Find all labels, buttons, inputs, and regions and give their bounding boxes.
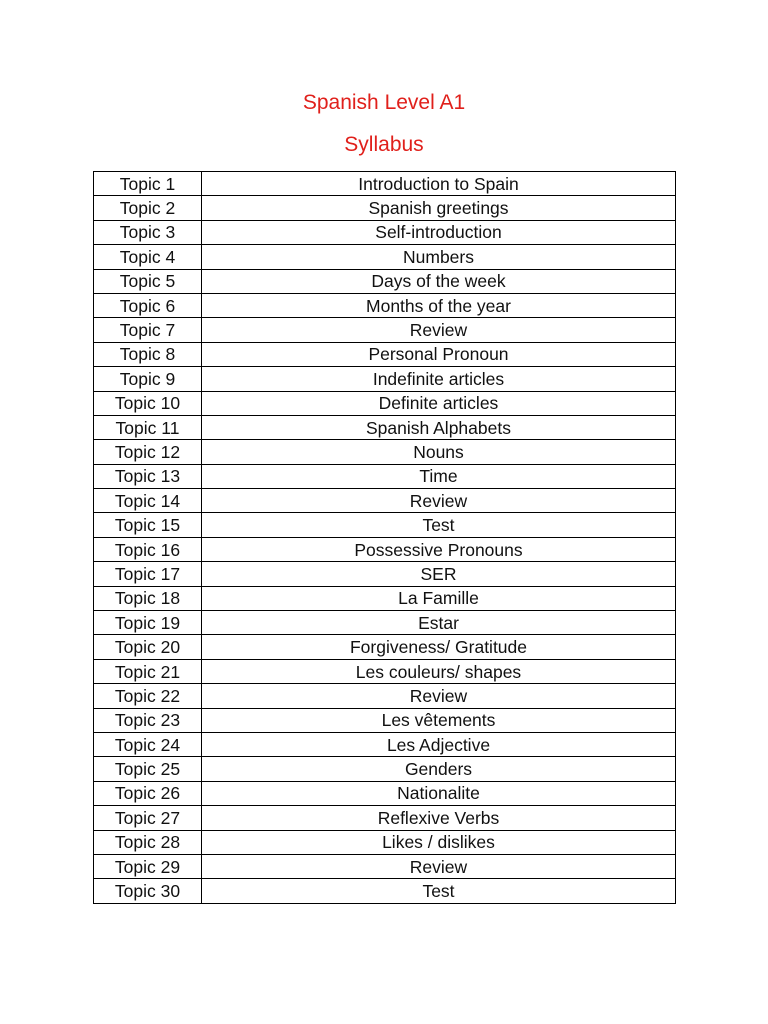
topic-description-cell: Review [202,318,676,342]
topic-number-cell: Topic 30 [94,879,202,903]
table-row [94,391,676,415]
topic-description-cell: Possessive Pronouns [202,537,676,561]
topic-description-cell: Definite articles [202,391,676,415]
topic-number-cell: Topic 24 [94,732,202,756]
topic-number-cell: Topic 6 [94,293,202,317]
topic-number-cell: Topic 15 [94,513,202,537]
topic-number-cell: Topic 2 [94,196,202,220]
table-row [94,367,676,391]
topic-description-cell: Months of the year [202,293,676,317]
table-row [94,464,676,488]
topic-number-cell: Topic 29 [94,854,202,878]
topic-number-cell: Topic 1 [94,172,202,196]
topic-description-cell: Days of the week [202,269,676,293]
topic-description-cell: Les vêtements [202,708,676,732]
topic-description-cell: Personal Pronoun [202,342,676,366]
topic-number-cell: Topic 20 [94,635,202,659]
topic-description-cell: Test [202,879,676,903]
topic-number-cell: Topic 11 [94,415,202,439]
topic-description-cell: Time [202,464,676,488]
topic-description-cell: Spanish Alphabets [202,415,676,439]
topic-number-cell: Topic 26 [94,781,202,805]
table-row [94,708,676,732]
topic-description-cell: Numbers [202,245,676,269]
topic-number-cell: Topic 18 [94,586,202,610]
topic-description-cell: Test [202,513,676,537]
topic-number-cell: Topic 28 [94,830,202,854]
topic-number-cell: Topic 8 [94,342,202,366]
table-row [94,562,676,586]
table-row [94,415,676,439]
topic-description-cell: Les couleurs/ shapes [202,659,676,683]
topic-description-cell: Indefinite articles [202,367,676,391]
table-row [94,879,676,903]
topic-number-cell: Topic 9 [94,367,202,391]
topic-number-cell: Topic 22 [94,684,202,708]
topic-description-cell: Introduction to Spain [202,172,676,196]
table-row [94,245,676,269]
topic-number-cell: Topic 21 [94,659,202,683]
topic-number-cell: Topic 19 [94,611,202,635]
topic-number-cell: Topic 23 [94,708,202,732]
topic-description-cell: Nationalite [202,781,676,805]
topic-number-cell: Topic 13 [94,464,202,488]
table-row [94,781,676,805]
table-row [94,757,676,781]
document-title: Spanish Level A1 [302,91,466,114]
table-row [94,318,676,342]
topic-description-cell: Genders [202,757,676,781]
topic-description-cell: Forgiveness/ Gratitude [202,635,676,659]
table-row [94,806,676,830]
topic-description-cell: La Famille [202,586,676,610]
table-row [94,659,676,683]
table-row [94,684,676,708]
topic-description-cell: Spanish greetings [202,196,676,220]
table-row [94,293,676,317]
topic-number-cell: Topic 25 [94,757,202,781]
table-row [94,269,676,293]
table-row [94,586,676,610]
table-row [94,440,676,464]
topic-number-cell: Topic 12 [94,440,202,464]
topic-number-cell: Topic 3 [94,220,202,244]
table-row [94,732,676,756]
table-row [94,830,676,854]
topic-description-cell: Review [202,489,676,513]
topic-description-cell: Likes / dislikes [202,830,676,854]
topic-number-cell: Topic 4 [94,245,202,269]
topic-number-cell: Topic 14 [94,489,202,513]
table-row [94,172,676,196]
topic-description-cell: Reflexive Verbs [202,806,676,830]
table-row [94,854,676,878]
table-row [94,611,676,635]
table-row [94,513,676,537]
topic-number-cell: Topic 16 [94,537,202,561]
syllabus-table-body [94,172,676,904]
topic-number-cell: Topic 7 [94,318,202,342]
topic-number-cell: Topic 17 [94,562,202,586]
table-row [94,635,676,659]
table-row [94,196,676,220]
table-row [94,342,676,366]
topic-description-cell: Review [202,854,676,878]
topic-description-cell: Les Adjective [202,732,676,756]
table-row [94,537,676,561]
topic-description-cell: Estar [202,611,676,635]
topic-description-cell: Self-introduction [202,220,676,244]
topic-number-cell: Topic 27 [94,806,202,830]
topic-description-cell: SER [202,562,676,586]
topic-description-cell: Review [202,684,676,708]
topic-number-cell: Topic 10 [94,391,202,415]
document-subtitle: Syllabus [344,133,424,156]
syllabus-table [93,171,676,904]
table-row [94,489,676,513]
topic-number-cell: Topic 5 [94,269,202,293]
topic-description-cell: Nouns [202,440,676,464]
table-row [94,220,676,244]
